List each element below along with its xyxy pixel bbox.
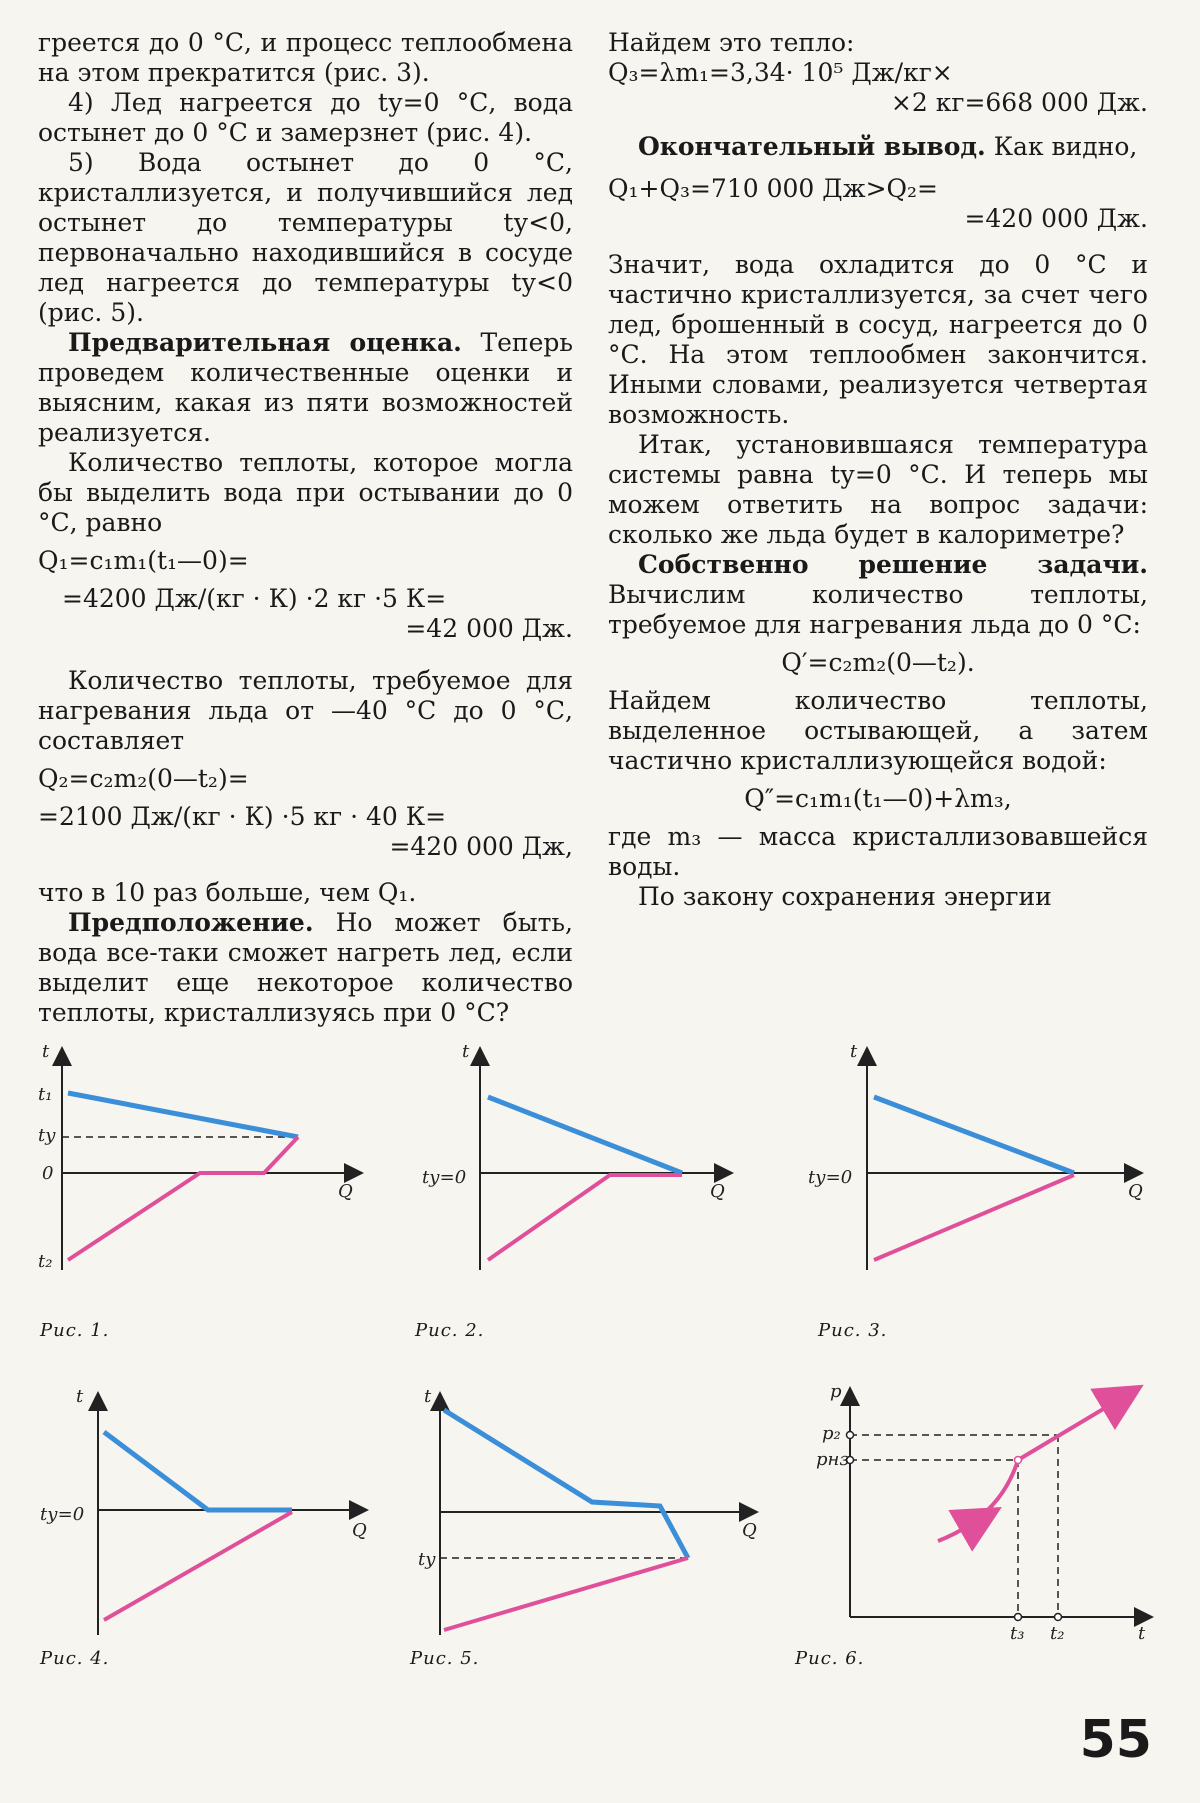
ice-curve bbox=[874, 1175, 1074, 1260]
paragraph: 5) Вода остынет до 0 °С, кристаллизуется, и получившийся лед остынет до температуры tу<0, первоначально находившийся в сосуде лед нагреется до температуры tу<0 (рис. 5). bbox=[38, 148, 573, 327]
figure-1 bbox=[30, 1041, 370, 1275]
figure-caption: Рис. 1. bbox=[40, 1320, 110, 1341]
axis-tick-label: t₁ bbox=[38, 1084, 53, 1105]
axis-tick-label: t₂ bbox=[1050, 1623, 1065, 1644]
figure-caption: Рис. 5. bbox=[410, 1648, 480, 1669]
x-axis-label: Q bbox=[742, 1520, 757, 1541]
ice-curve bbox=[444, 1558, 688, 1630]
paragraph: Найдем это тепло: bbox=[608, 28, 855, 57]
x-axis-label: Q bbox=[1128, 1181, 1143, 1202]
water-curve bbox=[488, 1097, 682, 1173]
paragraph: Итак, установившаяся температура системы равна tу=0 °С. И теперь мы можем ответить на вопрос задачи: сколько же льда будет в калориметре? bbox=[608, 430, 1148, 549]
paragraph: греется до 0 °С, и процесс теплообмена на этом прекратится (рис. 3). bbox=[38, 28, 573, 87]
formula: Q₁=c₁m₁(t₁—0)= bbox=[38, 546, 249, 575]
paragraph bbox=[38, 908, 573, 1028]
axis-tick-label: 0 bbox=[42, 1163, 54, 1184]
y-axis-label: t bbox=[424, 1386, 432, 1407]
y-axis-label: t bbox=[42, 1041, 50, 1062]
formula: =2100 Дж/(кг · К) ·5 кг · 40 К= bbox=[38, 802, 447, 831]
ice-curve bbox=[488, 1175, 682, 1260]
paragraph bbox=[38, 328, 573, 448]
y-axis-label: t bbox=[76, 1386, 84, 1407]
pressure-line bbox=[1018, 1393, 1130, 1460]
formula: =420 000 Дж, bbox=[389, 832, 573, 861]
x-axis-label: Q bbox=[338, 1181, 353, 1202]
x-axis-label: t bbox=[1138, 1623, 1146, 1644]
figure-5 bbox=[418, 1386, 760, 1640]
axis-tick-label: tу=0 bbox=[40, 1504, 85, 1525]
section-heading: Собственно решение задачи. bbox=[638, 550, 1148, 579]
x-axis-label: Q bbox=[352, 1520, 367, 1541]
water-curve bbox=[104, 1432, 292, 1510]
paragraph: Количество теплоты, требуемое для нагревания льда от —40 °С до 0 °С, составляет bbox=[38, 666, 573, 755]
paragraph bbox=[608, 132, 1148, 162]
axis-tick-label: pнз bbox=[816, 1449, 850, 1470]
section-heading: Окончательный вывод. bbox=[638, 132, 986, 161]
water-curve bbox=[874, 1097, 1074, 1173]
formula: Q₃=λm₁=3,34· 10⁵ Дж/кг× bbox=[608, 58, 953, 87]
paragraph: 4) Лед нагреется до tу=0 °С, вода остынет до 0 °С и замерзнет (рис. 4). bbox=[38, 88, 573, 147]
axis-tick-label: t₃ bbox=[1010, 1623, 1025, 1644]
boiling-curve bbox=[938, 1460, 1018, 1541]
paragraph: Значит, вода охладится до 0 °С и частично кристаллизуется, за счет чего лед, брошенный в сосуд, нагреется до 0 °С. На этом теплообмен закончится. Иными словами, реализуется четвертая возможность. bbox=[608, 250, 1148, 429]
axis-tick-label: tу=0 bbox=[422, 1167, 467, 1188]
axis-tick-label: tу=0 bbox=[808, 1167, 853, 1188]
paragraph: Количество теплоты, которое могла бы выделить вода при остывании до 0 °С, равно bbox=[38, 448, 573, 537]
paragraph-text: Как видно, bbox=[985, 132, 1138, 161]
axis-tick-label: p₂ bbox=[822, 1423, 841, 1444]
water-curve bbox=[68, 1093, 298, 1137]
formula: Q′=c₂m₂(0—t₂). bbox=[781, 648, 975, 677]
figure-4 bbox=[30, 1386, 370, 1640]
ice-curve bbox=[104, 1512, 292, 1620]
y-axis-label: p bbox=[830, 1381, 842, 1402]
section-heading: Предположение. bbox=[68, 908, 314, 937]
formula: Q₁+Q₃=710 000 Дж>Q₂= bbox=[608, 174, 938, 203]
formula: Q″=c₁m₁(t₁—0)+λm₃, bbox=[744, 784, 1012, 813]
formula: =420 000 Дж. bbox=[964, 204, 1148, 233]
figure-6 bbox=[800, 1381, 1170, 1645]
page-number: 55 bbox=[1079, 1710, 1152, 1770]
x-axis-label: Q bbox=[710, 1181, 725, 1202]
formula: =4200 Дж/(кг · К) ·2 кг ·5 К= bbox=[62, 584, 447, 613]
paragraph: где m₃ — масса кристаллизовавшейся воды. bbox=[608, 822, 1148, 881]
section-heading: Предварительная оценка. bbox=[68, 328, 462, 357]
right-column bbox=[608, 28, 1148, 912]
paragraph: По закону сохранения энергии bbox=[638, 882, 1052, 911]
axis-tick-label: tу bbox=[418, 1549, 436, 1570]
ice-curve bbox=[68, 1137, 298, 1260]
y-axis-label: t bbox=[462, 1041, 470, 1062]
axis-point bbox=[847, 1432, 854, 1439]
formula: =42 000 Дж. bbox=[405, 614, 573, 643]
axis-tick-label: t₂ bbox=[38, 1251, 53, 1272]
paragraph-text: Но может быть, вода все-таки сможет нагреть лед, если выделит еще некоторое количество теплоты, кристаллизуясь при 0 °С? bbox=[38, 908, 573, 1027]
paragraph bbox=[608, 550, 1148, 640]
figure-caption: Рис. 2. bbox=[415, 1320, 485, 1341]
paragraph-text: Теперь проведем количественные оценки и выясним, какая из пяти возможностей реализуется. bbox=[38, 328, 573, 447]
curve-point bbox=[1015, 1457, 1022, 1464]
figure-2 bbox=[420, 1041, 740, 1275]
paragraph-text: Вычислим количество теплоты, требуемое для нагревания льда до 0 °С: bbox=[608, 580, 1148, 639]
direction-arrow bbox=[960, 1515, 988, 1531]
figure-caption: Рис. 4. bbox=[40, 1648, 110, 1669]
axis-tick-label: tу bbox=[38, 1125, 56, 1146]
left-column bbox=[38, 28, 573, 1028]
formula: ×2 кг=668 000 Дж. bbox=[890, 88, 1148, 117]
paragraph: Найдем количество теплоты, выделенное остывающей, а затем частично кристаллизующейся водой: bbox=[608, 686, 1148, 775]
figure-3 bbox=[808, 1041, 1150, 1275]
water-curve bbox=[444, 1410, 688, 1558]
formula: Q₂=c₂m₂(0—t₂)= bbox=[38, 764, 249, 793]
figure-caption: Рис. 3. bbox=[818, 1320, 888, 1341]
axis-point bbox=[1015, 1614, 1022, 1621]
y-axis-label: t bbox=[850, 1041, 858, 1062]
paragraph: что в 10 раз больше, чем Q₁. bbox=[38, 878, 417, 907]
axis-point bbox=[1055, 1614, 1062, 1621]
figure-caption: Рис. 6. bbox=[795, 1648, 865, 1669]
